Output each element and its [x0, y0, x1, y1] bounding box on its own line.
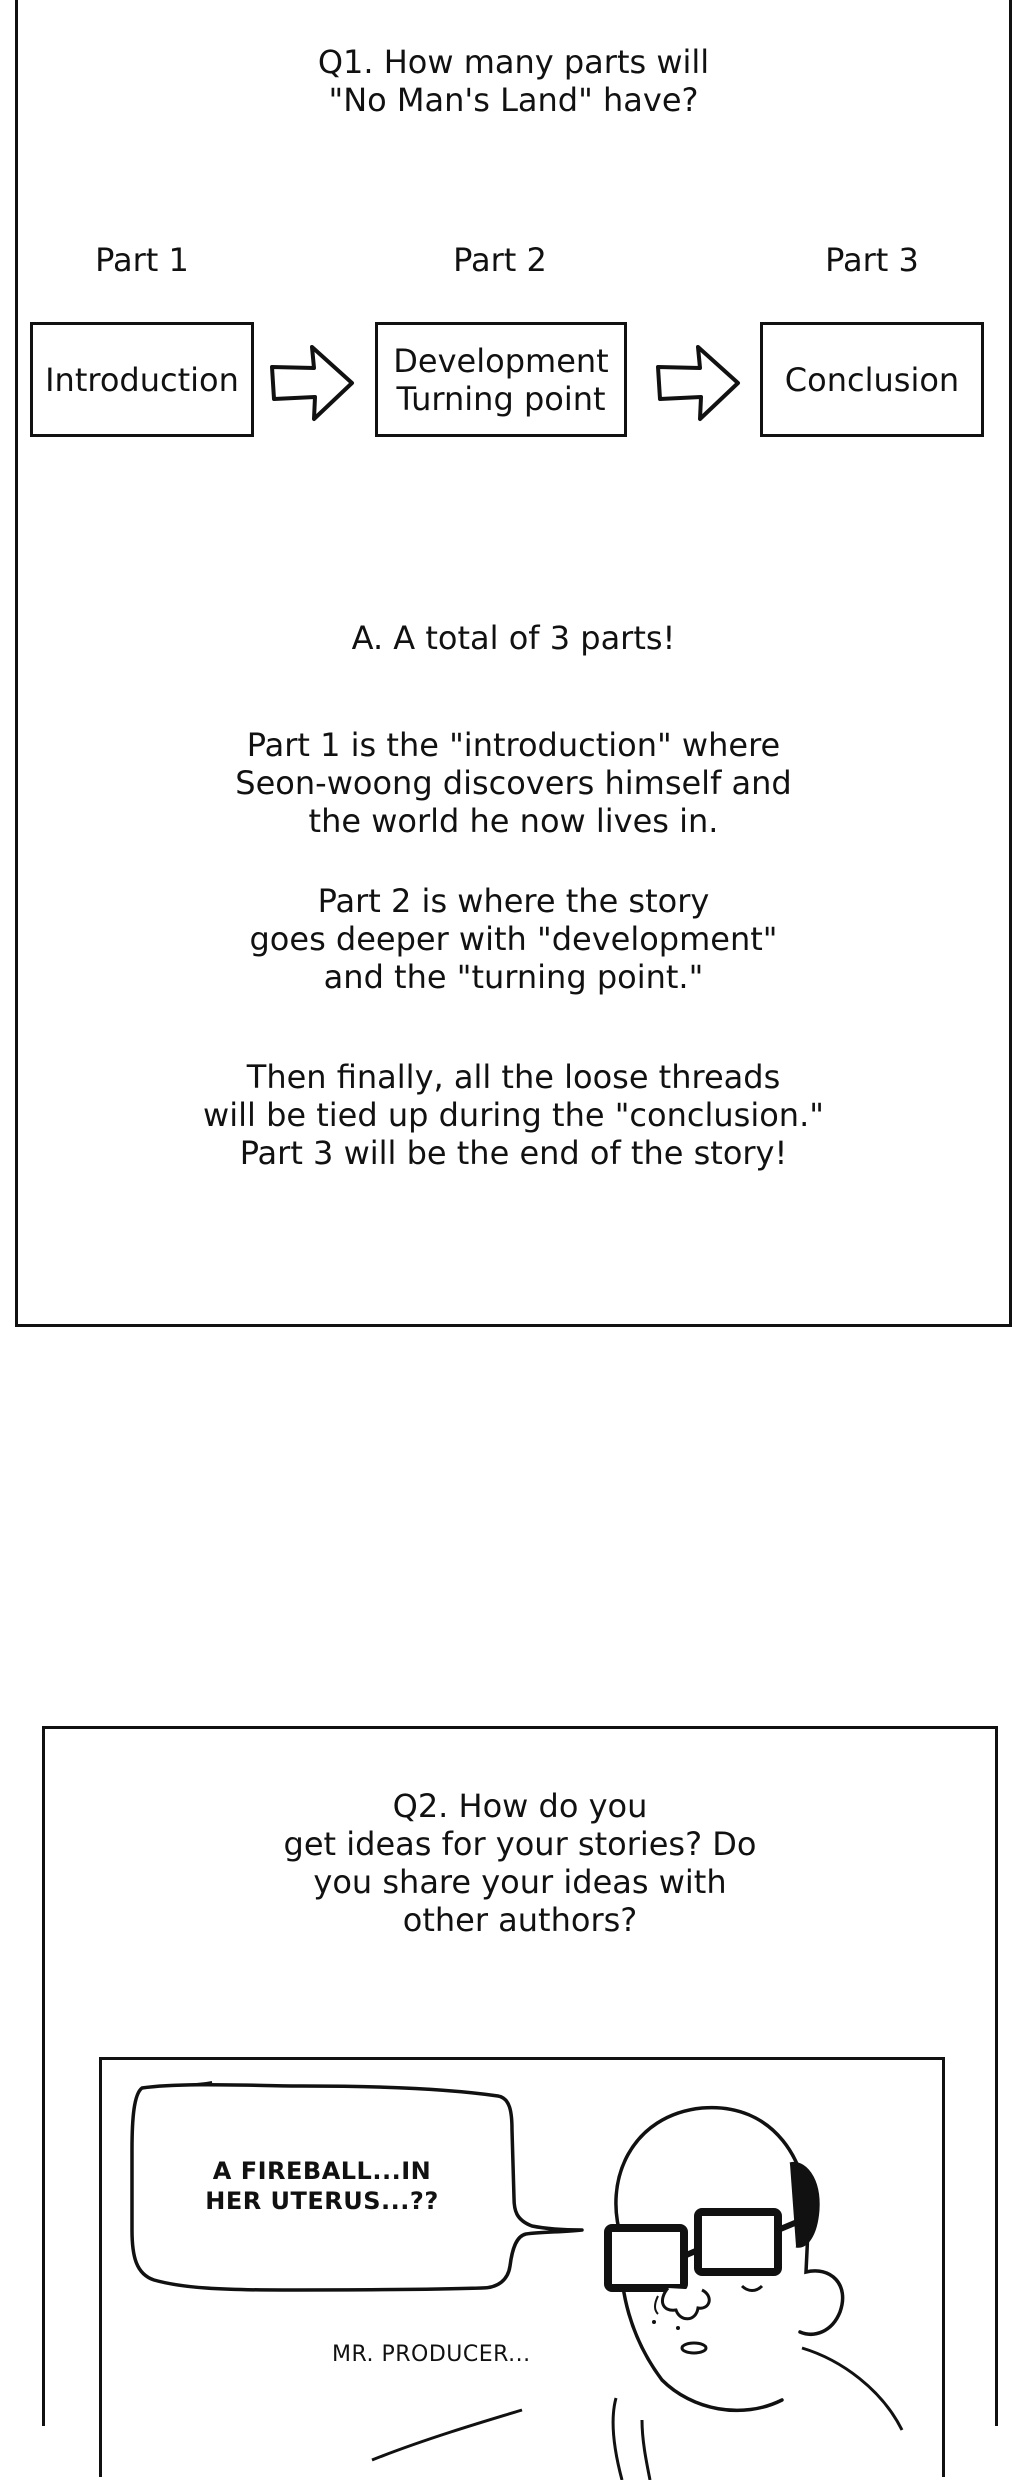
narration-caption: MR. PRODUCER...	[332, 2342, 531, 2367]
paragraph-line: Seon-woong discovers himself and	[235, 764, 792, 802]
stage-line: Development	[393, 341, 609, 380]
q2-question-line: you share your ideas with	[313, 1863, 727, 1901]
q1-question	[18, 43, 1009, 119]
q2-question	[45, 1787, 995, 1939]
part-2-label: Part 2	[453, 241, 547, 279]
panel-q1	[15, 0, 1012, 1327]
comic-inner-panel	[99, 2057, 945, 2477]
right-arrow-icon	[654, 337, 744, 427]
paragraph-line: will be tied up during the "conclusion."	[203, 1096, 824, 1134]
q1-answer: A. A total of 3 parts!	[351, 619, 676, 657]
bubble-line: HER UTERUS...??	[205, 2187, 439, 2215]
paragraph-line: Part 2 is where the story	[317, 882, 710, 920]
right-arrow-icon	[268, 337, 358, 427]
stage-line: Turning point	[396, 379, 606, 418]
stage-box-introduction	[30, 322, 254, 437]
paragraph-line: goes deeper with "development"	[249, 920, 778, 958]
q1-question-line: "No Man's Land" have?	[328, 81, 699, 119]
stage-box-conclusion	[760, 322, 984, 437]
q1-question-line: Q1. How many parts will	[317, 43, 710, 81]
q2-question-line: other authors?	[402, 1901, 638, 1939]
paragraph-line: Part 3 will be the end of the story!	[239, 1134, 788, 1172]
stage-line: Introduction	[45, 360, 239, 399]
q1-paragraph-3	[18, 1058, 1009, 1172]
bubble-line: A FIREBALL...IN	[212, 2157, 432, 2185]
q1-paragraph-2	[18, 882, 1009, 996]
paragraph-line: the world he now lives in.	[308, 802, 719, 840]
paragraph-line: Then finally, all the loose threads	[246, 1058, 781, 1096]
part-3-label: Part 3	[825, 241, 919, 279]
q1-paragraph-1	[18, 726, 1009, 840]
paragraph-line: Part 1 is the "introduction" where	[246, 726, 781, 764]
part-1-label: Part 1	[95, 241, 189, 279]
stage-box-development	[375, 322, 627, 437]
paragraph-line: and the "turning point."	[323, 958, 704, 996]
q2-question-line: get ideas for your stories? Do	[283, 1825, 757, 1863]
q2-question-line: Q2. How do you	[392, 1787, 648, 1825]
panel-q2	[42, 1726, 998, 2426]
speech-bubble-drawing	[102, 2060, 948, 2480]
speech-bubble-text	[162, 2156, 482, 2216]
stage-line: Conclusion	[784, 360, 960, 399]
